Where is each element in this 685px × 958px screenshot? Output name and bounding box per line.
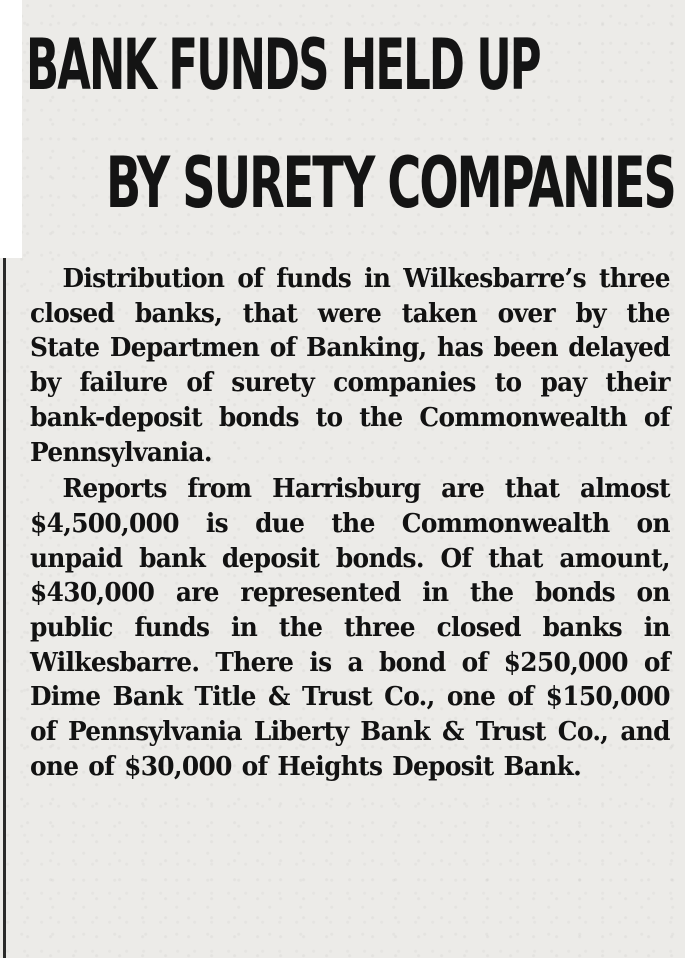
headline [24, 6, 679, 242]
clipping-margin [0, 0, 22, 258]
article-paragraph-1: Distribution of funds in Wilkesbarre’s three closed banks, that were taken over by the State Departmen of Banking, has been delayed by failure of surety companies to pay their bank-deposit bonds to the Commonwealth of Pennsylvania. [30, 264, 670, 468]
column-rule [3, 258, 6, 958]
headline-line-2: BY SURETY COMPANIES [106, 142, 675, 224]
article-paragraph-2: Reports from Harrisburg are that almost $4,500,000 is due the Commonwealth on unpaid bank deposit bonds. Of that amount, $430,000 are represented in the bonds on public funds in the three closed banks in Wilkesbarre. There is a bond of $250,000 of Dime Bank Title & Trust Co., one of $150,000 of Pennsylvania Liberty Bank & Trust Co., and one of $30,000 of Heights Deposit Bank. [30, 474, 670, 782]
article-body [30, 262, 670, 785]
headline-line-1: BANK FUNDS HELD UP [26, 24, 540, 106]
